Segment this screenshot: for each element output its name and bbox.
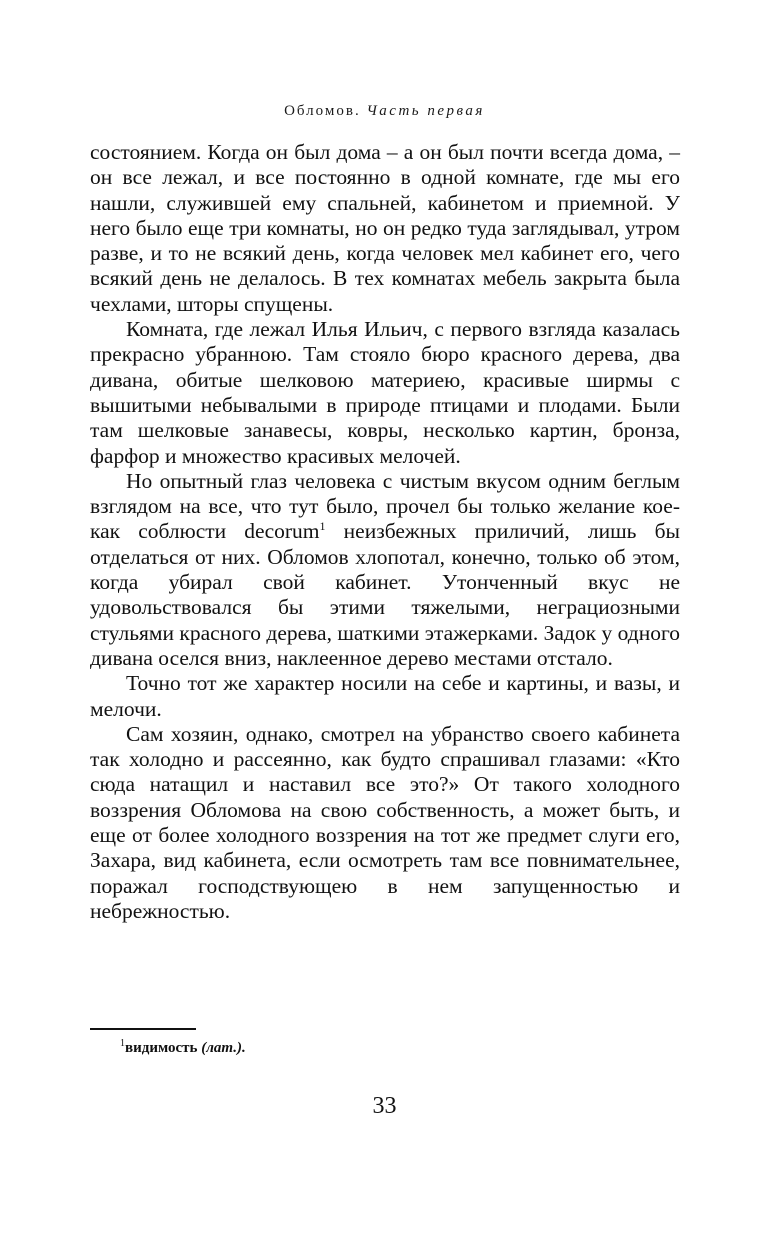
footnote-reference: 1 [319, 519, 326, 534]
paragraph-3 [90, 469, 680, 671]
footnote-text: видимость [125, 1040, 202, 1056]
paragraph-3-before-note: Но опытный глаз человека с чистым вкусом одним беглым взглядом на все, что тут было, прочел бы только желание кое-как соблюсти decorum [90, 468, 680, 544]
footnote-marker: 1 [120, 1038, 125, 1049]
paragraph-2: Комната, где лежал Илья Ильич, с первого взгляда казалась прекрасно убранною. Там стояло бюро красного дерева, два дивана, обитые шелковою материею, красивые ширмы с вышитыми небывалыми в природе птицами и плодами. Были там шелковые занавесы, ковры, несколько картин, бронза, фарфор и множество красивых мелочей. [90, 317, 680, 468]
body-text [90, 140, 680, 924]
running-head [0, 103, 769, 120]
footnote-divider [90, 1028, 196, 1030]
paragraph-3-after-note: неизбежных приличий, лишь бы отделаться от них. Обломов хлопотал, конечно, только об этом, когда убирал свой кабинет. Утонченный вкус не удовольствовался бы этими тяжелыми, неграциозными стульями красного дерева, шаткими этажерками. Задок у одного дивана оселся вниз, наклеенное дерево местами отстало. [90, 519, 680, 670]
running-head-part: Часть первая [366, 103, 485, 119]
footnote [120, 1040, 246, 1057]
paragraph-4: Точно тот же характер носили на себе и картины, и вазы, и мелочи. [90, 671, 680, 721]
running-head-title: Обломов. [284, 103, 361, 119]
paragraph-5: Сам хозяин, однако, смотрел на убранство своего кабинета так холодно и рассеянно, как будто спрашивал глазами: «Кто сюда натащил и наставил все это?» От такого холодного воззрения Обломова на свою собственность, а может быть, и еще от более холодного воззрения на тот же предмет слуги его, Захара, вид кабинета, если осмотреть там все повнимательнее, поражал господствующею в нем запущенностью и небрежностью. [90, 721, 680, 923]
paragraph-1: состоянием. Когда он был дома – а он был почти всегда дома, – он все лежал, и все постоянно в одной комнате, где мы его нашли, служившей ему спальней, кабинетом и приемной. У него было еще три комнаты, но он редко туда заглядывал, утром разве, и то не всякий день, когда человек мел кабинет его, чего всякий день не делалось. В тех комнатах мебель закрыта была чехлами, шторы спущены. [90, 140, 680, 316]
footnote-language: (лат.). [201, 1040, 246, 1056]
page-number: 33 [372, 1093, 397, 1119]
